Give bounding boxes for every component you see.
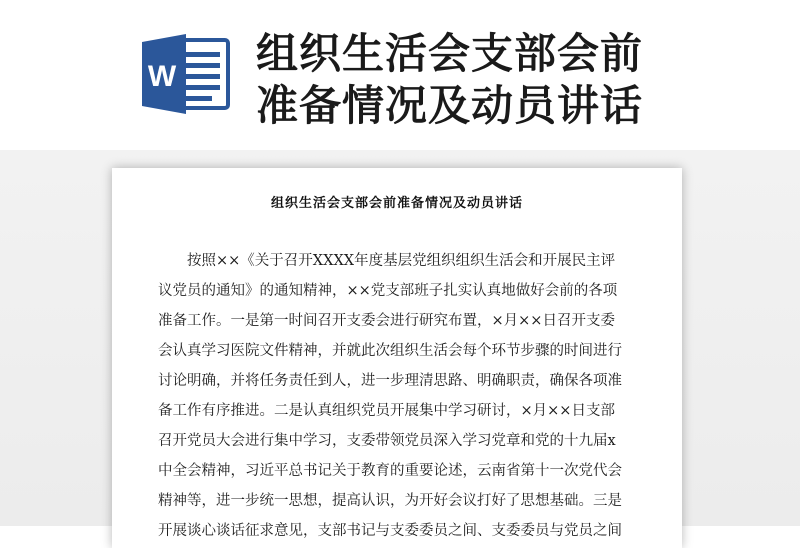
body-line: 议党员的通知》的通知精神，××党支部班子扎实认真地做好会前的各项 xyxy=(158,283,618,299)
body-line: 准备工作。一是第一时间召开支委会进行研究布置，×月××日召开支委 xyxy=(158,313,615,329)
document-title-line-2: 准备情况及动员讲话 xyxy=(256,81,644,130)
body-paragraph xyxy=(158,246,642,546)
word-icon-letter: W xyxy=(147,60,177,93)
body-line: 备工作有序推进。二是认真组织党员开展集中学习研讨，×月××日支部 xyxy=(158,403,615,419)
body-line: 精神等，进一步统一思想，提高认识，为开好会议打好了思想基础。三是 xyxy=(158,493,622,509)
body-line: 讨论明确，并将任务责任到人，进一步理清思路、明确职责，确保各项准 xyxy=(158,373,622,389)
document-title-line-1: 组织生活会支部会前 xyxy=(256,29,644,78)
body-line: 按照××《关于召开XXXX年度基层党组织组织生活会和开展民主评 xyxy=(158,253,616,269)
word-app-icon xyxy=(140,32,232,116)
header-banner xyxy=(0,0,800,150)
body-line: 召开党员大会进行集中学习，支委带领党员深入学习党章和党的十九届x xyxy=(158,433,616,449)
document-title xyxy=(256,28,686,132)
document-page xyxy=(112,168,682,548)
body-line: 中全会精神，习近平总书记关于教育的重要论述，云南省第十一次党代会 xyxy=(158,463,622,479)
body-line: 会认真学习医院文件精神，并就此次组织生活会每个环节步骤的时间进行 xyxy=(158,343,622,359)
body-line: 开展谈心谈话征求意见，支部书记与支委委员之间、支委委员与党员之间 xyxy=(158,523,622,539)
page-heading: 组织生活会支部会前准备情况及动员讲话 xyxy=(270,196,523,211)
